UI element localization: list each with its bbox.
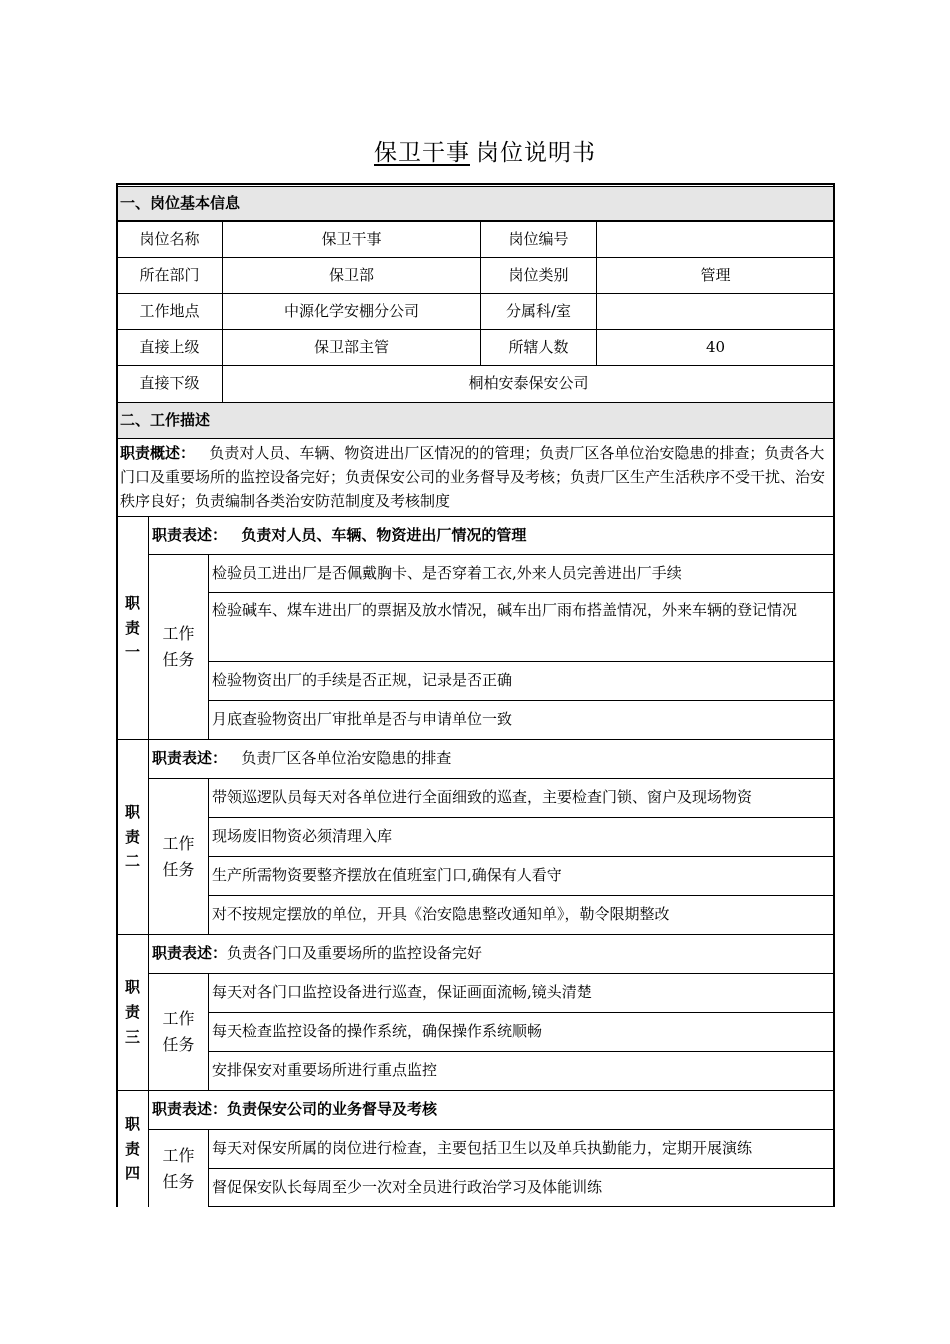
label-job-name: 岗位名称 — [116, 221, 223, 258]
value-department: 保卫部 — [222, 257, 481, 294]
duty1-task-label — [148, 554, 209, 740]
task-label: 任务 — [162, 859, 195, 879]
section1-header: 一、岗位基本信息 — [116, 186, 835, 221]
statement-label: 职责表述： — [152, 749, 228, 768]
job-title: 保卫干事 — [374, 140, 470, 166]
task-label: 任务 — [162, 1171, 195, 1191]
label-supervisor: 直接上级 — [116, 329, 223, 366]
page-title — [0, 134, 950, 167]
duty4-statement — [148, 1090, 835, 1130]
label-section: 分属科/室 — [480, 293, 597, 330]
value-location: 中源化学安棚分公司 — [222, 293, 481, 330]
duty4-task-1: 每天对保安所属的岗位进行检查，主要包括卫生以及单兵执勤能力，定期开展演练 — [208, 1129, 835, 1169]
task-label: 工作 — [162, 1145, 195, 1165]
label-headcount: 所辖人数 — [480, 329, 597, 366]
task-label: 任务 — [162, 650, 195, 669]
duty2-task-2: 现场废旧物资必须清理入库 — [208, 817, 835, 857]
duty2-task-4: 对不按规定摆放的单位，开具《治安隐患整改通知单》，勒令限期整改 — [208, 895, 835, 935]
statement-text: 负责厂区各单位治安隐患的排查 — [241, 749, 452, 768]
task-label: 工作 — [162, 624, 195, 644]
statement-label: 职责表述： — [152, 1100, 228, 1119]
statement-text: 负责对人员、车辆、物资进出厂情况的管理 — [241, 525, 527, 544]
label-job-code: 岗位编号 — [480, 221, 597, 258]
duty4-task-2: 督促保安队长每周至少一次对全员进行政治学习及体能训练 — [208, 1168, 835, 1207]
value-supervisor: 保卫部主管 — [222, 329, 481, 366]
duty1-task-2: 检验碱车、煤车进出厂的票据及放水情况，碱车出厂雨布搭盖情况，外来车辆的登记情况 — [208, 592, 835, 662]
duty1-statement — [148, 516, 835, 555]
value-job-name: 保卫干事 — [222, 221, 481, 258]
statement-label: 职责表述： — [152, 944, 228, 963]
duty1-task-1: 检验员工进出厂是否佩戴胸卡、是否穿着工衣,外来人员完善进出厂手续 — [208, 554, 835, 593]
overview-text: 负责对人员、车辆、物资进出厂区情况的的管理；负责厂区各单位治安隐患的排查；负责各大门口及重要场所的监控设备完好；负责保安公司的业务督导及考核；负责厂区生产生活秩序不受干扰、治安秩序良好；负责编制各类治安防范制度及考核制度 — [120, 444, 826, 510]
value-subordinate: 桐柏安泰保安公司 — [222, 365, 835, 403]
value-section — [596, 293, 835, 330]
duty3-task-1: 每天对各门口监控设备进行巡查，保证画面流畅,镜头清楚 — [208, 973, 835, 1013]
duty2-task-label — [148, 778, 209, 935]
label-location: 工作地点 — [116, 293, 223, 330]
duty2-statement — [148, 739, 835, 779]
duty3-task-label — [148, 973, 209, 1091]
duty1-char: 职 — [124, 593, 140, 612]
duty1-task-3: 检验物资出厂的手续是否正规，记录是否正确 — [208, 661, 835, 701]
label-department: 所在部门 — [116, 257, 223, 294]
task-label: 任务 — [162, 1035, 195, 1054]
duty2-char: 责 — [124, 827, 140, 846]
duty4-task-label — [148, 1129, 209, 1207]
statement-text: 负责保安公司的业务督导及考核 — [227, 1100, 438, 1119]
duty4-char: 职 — [124, 1114, 140, 1133]
duty1-task-4: 月底查验物资出厂审批单是否与申请单位一致 — [208, 700, 835, 740]
duty3-char: 责 — [124, 1003, 140, 1022]
duty4-char: 四 — [124, 1164, 140, 1183]
duty4-label — [116, 1090, 149, 1207]
section2-header: 二、工作描述 — [116, 402, 835, 439]
value-headcount: 40 — [596, 329, 835, 366]
overview-label: 职责概述： — [120, 444, 196, 462]
duty3-char: 职 — [124, 978, 140, 997]
duty2-task-3: 生产所需物资要整齐摆放在值班室门口,确保有人看守 — [208, 856, 835, 896]
duty3-task-2: 每天检查监控设备的操作系统，确保操作系统顺畅 — [208, 1012, 835, 1052]
duty3-char: 三 — [124, 1027, 140, 1046]
duty3-statement — [148, 934, 835, 974]
label-job-category: 岗位类别 — [480, 257, 597, 294]
duty4-char: 责 — [124, 1139, 140, 1158]
label-subordinate: 直接下级 — [116, 365, 223, 403]
duty2-label — [116, 739, 149, 935]
duty2-char: 二 — [124, 852, 140, 871]
task-label: 工作 — [162, 833, 195, 853]
duty1-label — [116, 516, 149, 740]
duty-overview — [116, 438, 835, 517]
title-suffix: 岗位说明书 — [476, 140, 596, 166]
value-job-code — [596, 221, 835, 258]
task-label: 工作 — [162, 1009, 195, 1029]
duty1-char: 一 — [124, 643, 140, 662]
statement-label: 职责表述： — [152, 525, 228, 544]
duty2-task-1: 带领巡逻队员每天对各单位进行全面细致的巡查，主要检查门锁、窗户及现场物资 — [208, 778, 835, 818]
duty1-char: 责 — [124, 618, 140, 637]
duty2-char: 职 — [124, 802, 140, 821]
value-job-category: 管理 — [596, 257, 835, 294]
statement-text: 负责各门口及重要场所的监控设备完好 — [227, 944, 483, 963]
duty3-task-3: 安排保安对重要场所进行重点监控 — [208, 1051, 835, 1091]
duty3-label — [116, 934, 149, 1091]
